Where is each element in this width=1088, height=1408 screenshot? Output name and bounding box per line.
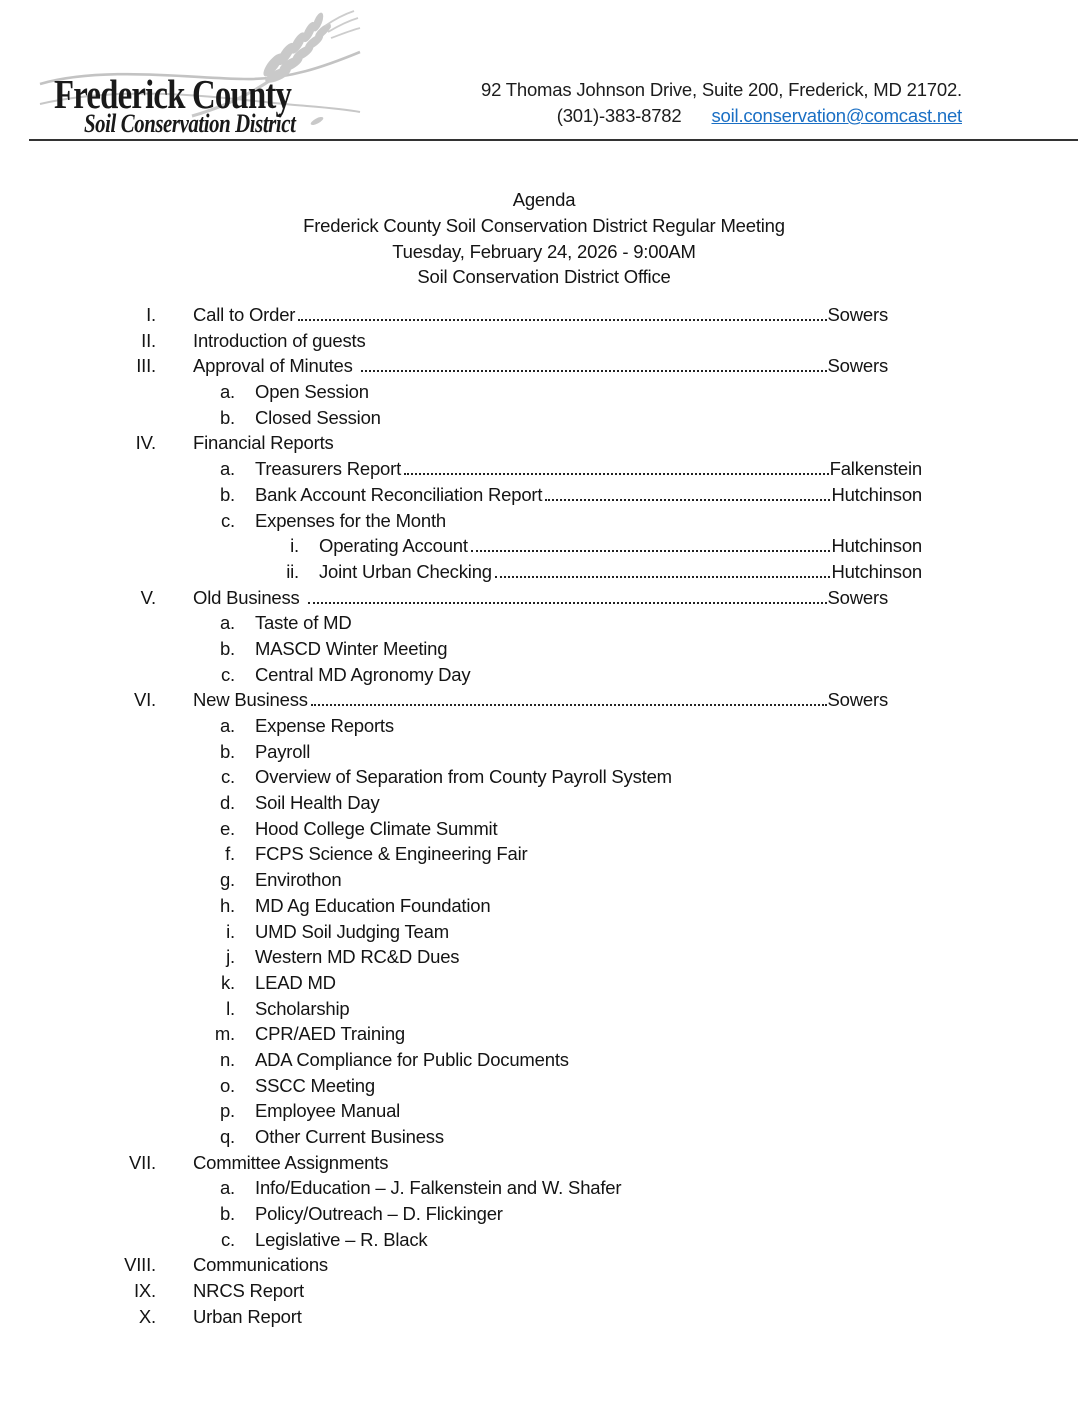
agenda-row xyxy=(100,636,922,662)
agenda-row xyxy=(100,1201,922,1227)
logo-title: Frederick County xyxy=(54,71,292,117)
agenda-row xyxy=(100,430,922,456)
agenda-row xyxy=(100,533,922,559)
agenda-row xyxy=(100,970,922,996)
contact-address: 92 Thomas Johnson Drive, Suite 200, Frederick, MD 21702. xyxy=(480,79,962,100)
item-marker: VII. xyxy=(129,1151,156,1173)
agenda-row xyxy=(100,996,922,1022)
agenda-row xyxy=(100,1175,922,1201)
item-text: Expenses for the Month xyxy=(255,509,446,531)
agenda-row xyxy=(100,687,922,713)
dot-leader xyxy=(404,473,829,475)
item-presenter: Hutchinson xyxy=(831,535,922,557)
item-marker: b. xyxy=(219,483,235,505)
item-marker: IV. xyxy=(135,432,156,454)
agenda-row xyxy=(100,662,922,688)
agenda-row xyxy=(100,405,922,431)
item-text: New Business xyxy=(193,689,308,711)
agenda-row xyxy=(100,1098,922,1124)
agenda-row xyxy=(100,1124,922,1150)
agenda-row xyxy=(100,713,922,739)
item-text: Call to Order xyxy=(193,304,296,325)
agenda-row xyxy=(100,841,922,867)
item-marker: b. xyxy=(219,637,235,659)
agenda-row xyxy=(100,456,922,482)
item-marker: c. xyxy=(221,663,235,685)
agenda-row xyxy=(100,867,922,893)
doc-title: Agenda xyxy=(512,189,576,210)
item-marker: f. xyxy=(225,843,235,865)
agenda-row xyxy=(100,764,922,790)
item-marker: c. xyxy=(221,1228,235,1250)
agenda-row xyxy=(100,585,922,611)
item-presenter: Sowers xyxy=(827,586,888,608)
item-text: Envirothon xyxy=(255,869,342,891)
item-marker: VIII. xyxy=(124,1254,156,1276)
item-presenter: Sowers xyxy=(827,355,888,377)
district-logo xyxy=(40,18,360,140)
agenda-row xyxy=(100,1021,922,1047)
item-marker: n. xyxy=(219,1048,235,1070)
item-marker: V. xyxy=(140,586,156,608)
header-divider xyxy=(29,139,1078,141)
logo-subtitle: Soil Conservation District xyxy=(84,109,296,138)
item-presenter: Hutchinson xyxy=(831,483,922,505)
item-text: Overview of Separation from County Payroll System xyxy=(255,766,672,788)
item-text: Soil Health Day xyxy=(255,792,380,814)
item-marker: g. xyxy=(219,869,235,891)
dot-leader xyxy=(545,499,830,501)
item-text: Scholarship xyxy=(255,997,350,1019)
agenda-row xyxy=(100,944,922,970)
meeting-location: Soil Conservation District Office xyxy=(417,266,671,288)
agenda-row xyxy=(100,482,922,508)
contact-block xyxy=(481,77,962,129)
meeting-datetime: Tuesday, February 24, 2026 - 9:00AM xyxy=(392,240,696,262)
agenda-row xyxy=(100,1073,922,1099)
item-text: Bank Account Reconciliation Report xyxy=(255,483,543,505)
agenda-row xyxy=(100,1304,922,1330)
item-marker: b. xyxy=(219,740,235,762)
contact-phone: (301)-383-8782 xyxy=(556,105,682,126)
contact-email-link[interactable]: soil.conservation@comcast.net xyxy=(711,105,962,126)
item-marker: a. xyxy=(219,612,235,634)
dot-leader xyxy=(471,550,831,552)
item-text: Expense Reports xyxy=(255,715,394,736)
item-text: NRCS Report xyxy=(193,1280,304,1302)
item-text: Legislative – R. Black xyxy=(255,1228,428,1250)
item-marker: i. xyxy=(226,920,235,942)
agenda-row xyxy=(100,508,922,534)
item-text: Committee Assignments xyxy=(193,1151,389,1173)
item-marker: b. xyxy=(219,1203,235,1225)
item-text: CPR/AED Training xyxy=(255,1023,405,1045)
agenda-row xyxy=(100,379,922,405)
item-marker: a. xyxy=(219,1177,235,1199)
item-marker: III. xyxy=(136,355,156,377)
item-text: Hood College Climate Summit xyxy=(255,817,498,839)
item-text: ADA Compliance for Public Documents xyxy=(255,1048,569,1070)
item-text: Communications xyxy=(193,1254,328,1276)
agenda-row xyxy=(100,1278,922,1304)
item-text: Treasurers Report xyxy=(255,458,402,480)
item-text: Payroll xyxy=(255,740,311,762)
item-text: Policy/Outreach – D. Flickinger xyxy=(255,1203,503,1225)
item-text: Taste of MD xyxy=(255,612,352,634)
item-text: Open Session xyxy=(255,381,369,403)
item-marker: I. xyxy=(146,304,156,325)
agenda-row xyxy=(100,1227,922,1253)
item-text: Introduction of guests xyxy=(193,329,366,351)
agenda-row xyxy=(100,353,922,379)
item-marker: l. xyxy=(226,997,235,1019)
agenda-row xyxy=(100,1252,922,1278)
item-marker: d. xyxy=(219,792,235,814)
dot-leader xyxy=(361,370,827,372)
item-marker: j. xyxy=(226,946,235,968)
item-marker: i. xyxy=(290,535,299,557)
item-marker: VI. xyxy=(133,689,156,711)
item-text: Financial Reports xyxy=(193,432,334,454)
agenda-row xyxy=(100,328,922,354)
item-marker: X. xyxy=(138,1305,156,1327)
item-text: LEAD MD xyxy=(255,971,336,993)
agenda-row xyxy=(100,559,922,585)
item-text: FCPS Science & Engineering Fair xyxy=(255,843,528,865)
item-marker: e. xyxy=(219,817,235,839)
agenda-row xyxy=(100,1150,922,1176)
contact-line2 xyxy=(481,103,962,129)
item-text: Closed Session xyxy=(255,406,381,428)
item-text: Joint Urban Checking xyxy=(319,560,492,582)
agenda-row xyxy=(100,790,922,816)
title-block xyxy=(0,187,1088,290)
item-text: Employee Manual xyxy=(255,1100,401,1122)
item-text: Info/Education – J. Falkenstein and W. Shafer xyxy=(255,1177,622,1199)
item-presenter: Hutchinson xyxy=(831,560,922,582)
item-text: Old Business xyxy=(193,586,305,608)
item-marker: m. xyxy=(214,1023,235,1045)
item-text: Central MD Agronomy Day xyxy=(255,663,471,685)
item-text: SSCC Meeting xyxy=(255,1074,375,1096)
item-presenter: Falkenstein xyxy=(829,458,922,480)
agenda-row xyxy=(100,302,922,328)
agenda-row xyxy=(100,919,922,945)
agenda-row xyxy=(100,816,922,842)
item-marker: q. xyxy=(219,1126,235,1147)
meeting-name: Frederick County Soil Conservation District Regular Meeting xyxy=(303,214,785,236)
item-text: Urban Report xyxy=(193,1305,302,1327)
item-marker: a. xyxy=(219,458,235,480)
item-presenter: Sowers xyxy=(827,689,888,711)
item-text: Operating Account xyxy=(319,535,468,557)
item-marker: a. xyxy=(219,715,235,736)
item-marker: o. xyxy=(219,1074,235,1096)
item-marker: c. xyxy=(221,766,235,788)
item-text: UMD Soil Judging Team xyxy=(255,920,449,942)
item-marker: ii. xyxy=(286,560,299,582)
dot-leader xyxy=(311,704,827,706)
item-text: MASCD Winter Meeting xyxy=(255,637,448,659)
agenda-row xyxy=(100,610,922,636)
item-text: Approval of Minutes xyxy=(193,355,358,377)
item-marker: IX. xyxy=(133,1280,156,1302)
agenda-list xyxy=(100,302,922,1330)
item-marker: b. xyxy=(219,406,235,428)
dot-leader xyxy=(308,602,827,604)
agenda-row xyxy=(100,739,922,765)
item-marker: k. xyxy=(221,971,235,993)
item-marker: c. xyxy=(221,509,235,531)
agenda-row xyxy=(100,1047,922,1073)
item-marker: a. xyxy=(219,381,235,403)
agenda-row xyxy=(100,893,922,919)
item-marker: II. xyxy=(141,329,156,351)
item-text: MD Ag Education Foundation xyxy=(255,894,491,916)
dot-leader xyxy=(495,576,831,578)
item-marker: p. xyxy=(219,1100,235,1122)
item-text: Other Current Business xyxy=(255,1126,444,1147)
item-text: Western MD RC&D Dues xyxy=(255,946,460,968)
item-marker: h. xyxy=(219,894,235,916)
dot-leader xyxy=(298,319,826,321)
item-presenter: Sowers xyxy=(827,304,888,325)
